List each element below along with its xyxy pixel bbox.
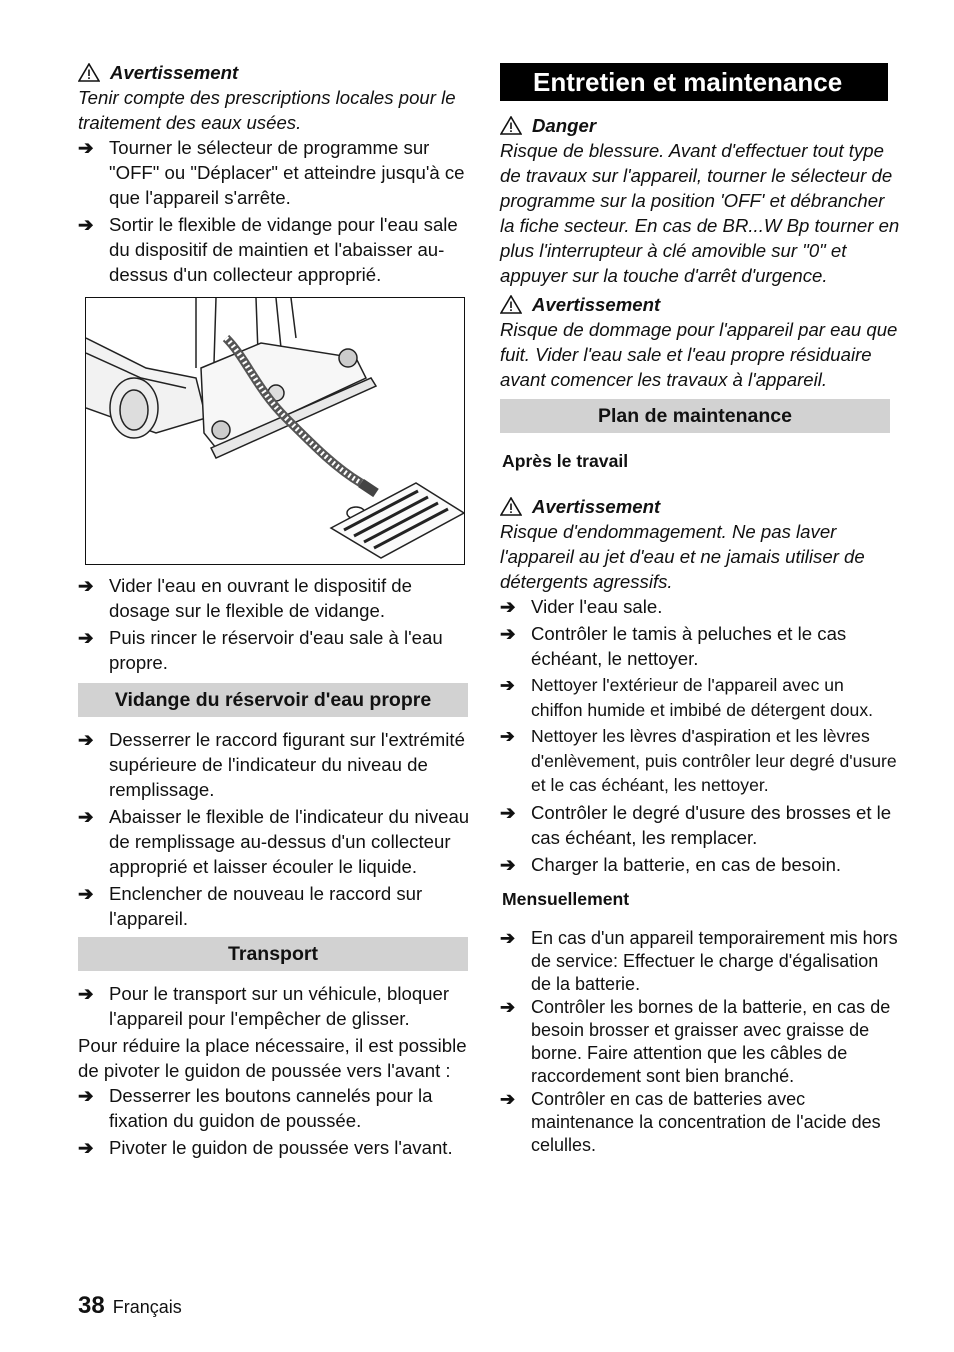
warning-triangle-icon (500, 497, 522, 516)
step-item (78, 135, 474, 210)
step-text: Vider l'eau sale. (531, 596, 663, 617)
step-item (78, 573, 474, 623)
arrow-icon: ➔ (500, 996, 516, 1017)
step-text: Tourner le sélecteur de programme sur "OFF" ou "Déplacer" et atteindre jusqu'à ce que l'appareil s'arrête. (109, 137, 465, 208)
subheading-monthly: Mensuellement (502, 888, 630, 909)
step-list (78, 727, 474, 931)
step-item (78, 1083, 474, 1133)
step-text: Vider l'eau en ouvrant le dispositif de dosage sur le flexible de vidange. (109, 575, 412, 621)
warning-triangle-icon (500, 116, 522, 135)
arrow-icon: ➔ (78, 627, 94, 648)
step-text: Pivoter le guidon de poussée vers l'avant. (109, 1137, 453, 1158)
arrow-icon: ➔ (78, 137, 94, 158)
arrow-icon: ➔ (500, 801, 516, 823)
warning-text: Risque de dommage pour l'appareil par eau que fuit. Vider l'eau sale et l'eau propre résiduaire avant comencer les travaux à l'appareil. (500, 319, 898, 390)
danger-heading (500, 113, 900, 138)
arrow-icon: ➔ (78, 729, 94, 750)
warning-text: Risque d'endommagement. Ne pas laver l'appareil au jet d'eau et ne jamais utiliser de détergents agressifs. (500, 521, 865, 592)
step-list (78, 135, 474, 287)
step-item (500, 1088, 900, 1157)
step-text: Puis rincer le réservoir d'eau sale à l'eau propre. (109, 627, 443, 673)
warning-heading (78, 60, 474, 85)
arrow-icon: ➔ (500, 675, 515, 695)
warning-text: Tenir compte des prescriptions locales pour le traitement des eaux usées. (78, 87, 456, 133)
step-item (78, 212, 474, 287)
step-list (78, 1083, 474, 1160)
left-column (78, 60, 474, 1162)
arrow-icon: ➔ (500, 726, 515, 746)
step-text: Contrôler les bornes de la batterie, en cas de besoin brosser et graisser avec graisse de borne. Faire attention que les câbles de raccordement sont bien branché. (531, 996, 891, 1086)
step-text: En cas d'un appareil temporairement mis hors de service: Effectuer le charge d'égalisation de la batterie. (531, 927, 898, 994)
arrow-icon: ➔ (78, 983, 94, 1004)
step-item (500, 621, 900, 671)
warning-title: Avertissement (532, 294, 661, 315)
step-text: Abaisser le flexible de l'indicateur du niveau de remplissage au-dessus d'un collecteur approprié et laisser écouler le liquide. (109, 806, 470, 877)
step-text: Enclencher de nouveau le raccord sur l'appareil. (109, 883, 423, 929)
warning-title: Avertissement (110, 62, 239, 83)
step-text: Contrôler le degré d'usure des brosses et le cas échéant, les remplacer. (531, 801, 892, 848)
step-text: Sortir le flexible de vidange pour l'eau sale du dispositif de maintien et l'abaisser au-dessus d'un collecteur approprié. (109, 214, 458, 285)
subheading-after-work: Après le travail (502, 451, 629, 471)
right-column (500, 63, 900, 1157)
illustration-drain-hose (85, 297, 465, 565)
step-text: Nettoyer les lèvres d'aspiration et les lèvres d'enlèvement, puis contrôler leur degré d'usure et le cas échéant, les nettoyer. (531, 726, 897, 795)
step-text: Pour le transport sur un véhicule, bloquer l'appareil pour l'empêcher de glisser. (109, 983, 450, 1029)
step-item (500, 594, 900, 619)
arrow-icon: ➔ (78, 806, 94, 827)
arrow-icon: ➔ (500, 853, 516, 875)
section-heading-clean-water: Vidange du réservoir d'eau propre (78, 683, 468, 717)
step-text: Desserrer le raccord figurant sur l'extrémité supérieure de l'indicateur du niveau de remplissage. (109, 729, 465, 800)
step-item (500, 996, 900, 1088)
step-item (500, 673, 900, 722)
warning-heading (500, 292, 900, 317)
page-language: Français (112, 1297, 182, 1317)
step-text: Nettoyer l'extérieur de l'appareil avec un chiffon humide et imbibé de détergent doux. (531, 675, 874, 720)
section-heading-maintenance-plan: Plan de maintenance (500, 399, 890, 433)
arrow-icon: ➔ (500, 623, 516, 644)
step-list (78, 981, 474, 1031)
step-list (500, 594, 900, 671)
chapter-title: Entretien et maintenance (500, 63, 888, 101)
machine-drawing (86, 298, 464, 564)
arrow-icon: ➔ (78, 1137, 94, 1158)
arrow-icon: ➔ (500, 596, 516, 617)
step-text: Contrôler le tamis à peluches et le cas échéant, le nettoyer. (531, 623, 847, 669)
step-list (78, 573, 474, 675)
step-item (78, 804, 474, 879)
step-item (78, 1135, 474, 1160)
arrow-icon: ➔ (78, 1085, 94, 1106)
arrow-icon: ➔ (500, 1088, 516, 1109)
step-text: Charger la batterie, en cas de besoin. (531, 853, 842, 875)
arrow-icon: ➔ (500, 927, 516, 948)
step-item (78, 881, 474, 931)
step-list (500, 673, 900, 798)
step-item (500, 800, 900, 850)
warning-title: Avertissement (532, 496, 661, 517)
step-item (500, 927, 900, 996)
danger-title: Danger (532, 115, 597, 136)
step-item (500, 724, 900, 798)
section-heading-transport: Transport (78, 937, 468, 971)
paragraph: Pour réduire la place nécessaire, il est possible de pivoter le guidon de poussée vers l'avant : (78, 1035, 467, 1081)
page-footer (78, 1292, 182, 1320)
danger-text: Risque de blessure. Avant d'effectuer tout type de travaux sur l'appareil, tourner le sélecteur de programme sur la position 'OFF' et débrancher la fiche secteur. En cas de BR...W Bp tourner en plus l'interrupteur à clé amovible sur "0" et appuyer sur la touche d'arrêt d'urgence. (500, 140, 900, 286)
step-item (78, 625, 474, 675)
warning-heading (500, 494, 900, 519)
step-item (78, 981, 474, 1031)
step-text: Contrôler en cas de batteries avec maintenance la concentration de l'acide des celulles. (531, 1088, 881, 1155)
step-item (78, 727, 474, 802)
step-list (500, 800, 900, 877)
arrow-icon: ➔ (78, 883, 94, 904)
step-list (500, 927, 900, 1157)
warning-triangle-icon (78, 63, 100, 82)
warning-triangle-icon (500, 295, 522, 314)
arrow-icon: ➔ (78, 214, 94, 235)
page-number: 38 (78, 1292, 105, 1319)
arrow-icon: ➔ (78, 575, 94, 596)
step-item (500, 852, 900, 877)
step-text: Desserrer les boutons cannelés pour la fixation du guidon de poussée. (109, 1085, 433, 1131)
